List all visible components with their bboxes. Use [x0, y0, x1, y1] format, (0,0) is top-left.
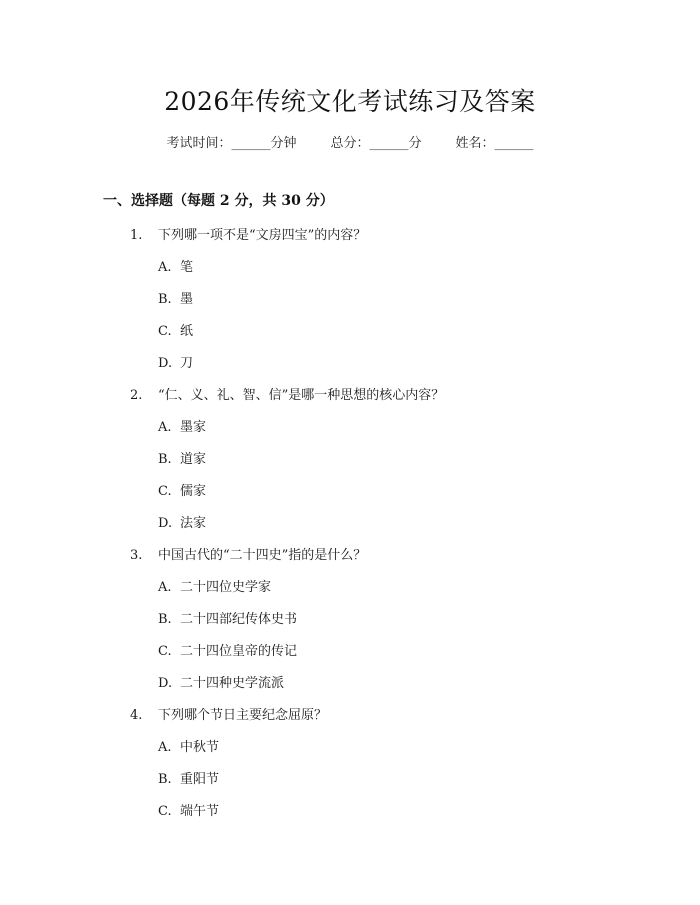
option-2a — [158, 416, 206, 435]
option-letter: B. — [158, 772, 172, 787]
option-text: 二十四种史学流派 — [180, 676, 285, 691]
option-1d — [158, 352, 193, 371]
option-letter: C. — [158, 484, 172, 499]
time-unit: 分钟 — [270, 136, 297, 151]
option-text: 中秋节 — [180, 740, 220, 755]
question-number: 1. — [130, 228, 143, 243]
option-letter: D. — [158, 356, 173, 371]
question-1 — [130, 224, 366, 243]
question-text: 下列哪一项不是“文房四宝”的内容？ — [158, 228, 367, 243]
option-letter: A. — [158, 740, 172, 755]
section-title: 一、选择题（每题 2 分，共 30 分） — [103, 193, 334, 209]
name-blank: ______ — [494, 136, 534, 151]
option-text: 二十四位皇帝的传记 — [180, 644, 298, 659]
time-blank: ______ — [231, 136, 271, 151]
option-1b — [158, 288, 193, 307]
option-1c — [158, 320, 193, 339]
option-letter: B. — [158, 292, 172, 307]
option-letter: A. — [158, 260, 172, 275]
option-letter: A. — [158, 580, 172, 595]
option-letter: D. — [158, 516, 173, 531]
option-2b — [158, 448, 206, 467]
option-text: 重阳节 — [180, 772, 220, 787]
score-unit: 分 — [408, 136, 422, 151]
score-blank: ______ — [369, 136, 409, 151]
option-3b — [158, 608, 297, 627]
option-4b — [158, 768, 219, 787]
option-3d — [158, 672, 284, 691]
option-letter: D. — [158, 676, 173, 691]
option-text: 刀 — [180, 356, 194, 371]
time-label: 考试时间： — [166, 136, 232, 151]
option-3a — [158, 576, 271, 595]
score-label: 总分： — [330, 136, 370, 151]
option-text: 法家 — [180, 516, 207, 531]
option-4a — [158, 736, 219, 755]
question-text: 下列哪个节日主要纪念屈原？ — [158, 708, 328, 723]
option-letter: C. — [158, 324, 172, 339]
option-text: 道家 — [180, 452, 207, 467]
question-text: 中国古代的“二十四史”指的是什么？ — [158, 548, 367, 563]
name-label: 姓名： — [455, 136, 495, 151]
option-letter: C. — [158, 804, 172, 819]
option-text: 二十四部纪传体史书 — [180, 612, 298, 627]
option-text: 儒家 — [180, 484, 207, 499]
option-letter: B. — [158, 612, 172, 627]
question-text: “仁、义、礼、智、信”是哪一种思想的核心内容？ — [158, 388, 445, 403]
option-1a — [158, 256, 193, 275]
question-3 — [130, 544, 366, 563]
question-number: 4. — [130, 708, 143, 723]
page-title: 2026年传统文化考试练习及答案 — [164, 87, 536, 116]
option-text: 二十四位史学家 — [180, 580, 272, 595]
exam-info-line — [0, 132, 700, 151]
option-4c — [158, 800, 219, 819]
option-text: 墨家 — [180, 420, 207, 435]
option-text: 纸 — [180, 324, 194, 339]
option-2d — [158, 512, 206, 531]
option-letter: C. — [158, 644, 172, 659]
option-text: 笔 — [180, 260, 194, 275]
option-3c — [158, 640, 297, 659]
question-number: 2. — [130, 388, 143, 403]
question-number: 3. — [130, 548, 143, 563]
option-letter: A. — [158, 420, 172, 435]
option-letter: B. — [158, 452, 172, 467]
option-2c — [158, 480, 206, 499]
option-text: 端午节 — [180, 804, 220, 819]
question-2 — [130, 384, 444, 403]
option-text: 墨 — [180, 292, 194, 307]
question-4 — [130, 704, 327, 723]
